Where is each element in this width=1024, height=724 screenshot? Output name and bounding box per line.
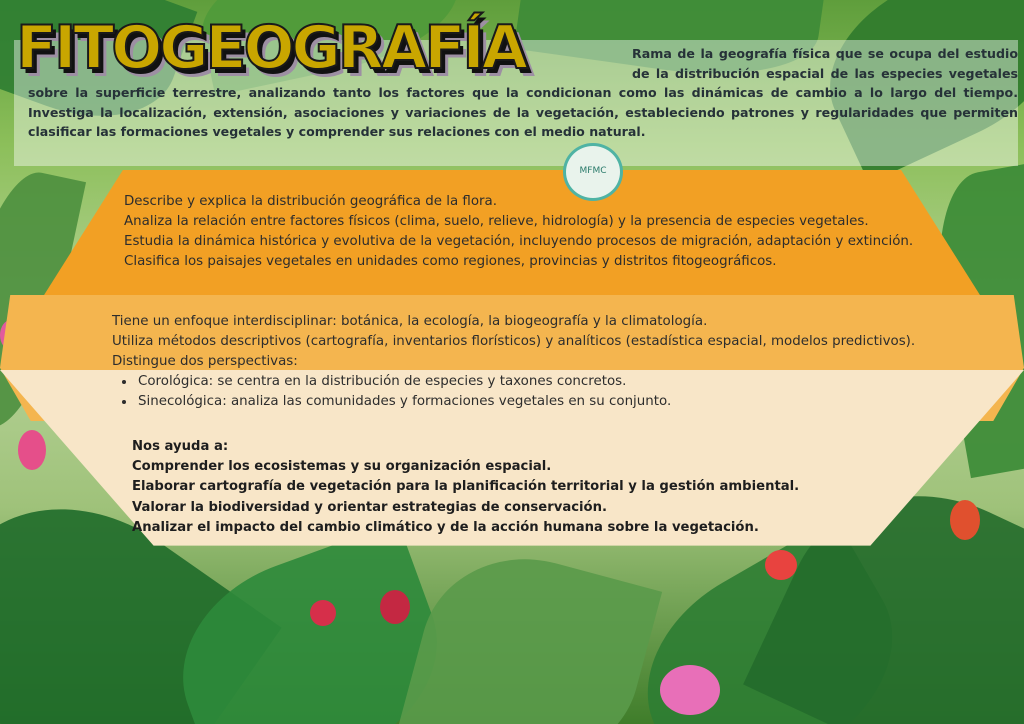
flower-decoration (380, 590, 410, 624)
list-item: Analizar el impacto del cambio climático y de la acción humana sobre la vegetación. (132, 519, 759, 535)
list-item: Describe y explica la distribución geográfica de la flora. (124, 194, 498, 209)
flower-decoration (950, 500, 980, 540)
list-item: Estudia la dinámica histórica y evolutiva de la vegetación, incluyendo procesos de migración, adaptación y extinción. (124, 234, 914, 249)
list-item: Clasifica los paisajes vegetales en unidades como regiones, provincias y distritos fitogeográficos. (124, 254, 777, 269)
list-heading: Nos ayuda a: (132, 439, 229, 454)
flower-decoration (765, 550, 797, 580)
section-1-list (124, 192, 913, 272)
list-item: Distingue dos perspectivas: (112, 354, 298, 369)
perspectives-list (112, 372, 915, 412)
logo-text: MFMC (579, 166, 607, 176)
flower-decoration (310, 600, 336, 626)
intro-text: Rama de la geografía física que se ocupa del estudio de la distribución espacial de las especies vegetales sobre la superficie terrestre, analizando tanto los factores que la condicionan como las dinámicas de cambio a lo largo del tiempo. Investiga la localización, extensión, asociaciones y variaciones de la vegetación, estableciendo patrones y regularidades que permiten clasificar las formaciones vegetales y comprender sus relaciones con el medio natural. (28, 46, 1018, 139)
list-item: Comprender los ecosistemas y su organización espacial. (132, 459, 552, 475)
section-3-list (132, 437, 799, 538)
list-item: Analiza la relación entre factores físicos (clima, suelo, relieve, hidrología) y la presencia de especies vegetales. (124, 214, 869, 229)
list-item: Tiene un enfoque interdisciplinar: botánica, la ecología, la biogeografía y la climatología. (112, 314, 708, 329)
page-title: FITOGEOGRAFÍA (16, 13, 526, 83)
list-item: Elaborar cartografía de vegetación para la planificación territorial y la gestión ambiental. (132, 479, 800, 495)
perspective-item: • Sinecológica: analiza las comunidades y formaciones vegetales en su conjunto. (136, 392, 915, 412)
list-item: Utiliza métodos descriptivos (cartografía, inventarios florísticos) y analíticos (estadística espacial, modelos predictivos). (112, 334, 916, 349)
section-2-list (112, 312, 915, 412)
flower-decoration (18, 430, 46, 470)
perspective-item: • Corológica: se centra en la distribución de especies y taxones concretos. (136, 372, 915, 392)
flower-decoration (660, 665, 720, 715)
perspectives-list-container (112, 372, 915, 412)
list-item: Valorar la biodiversidad y orientar estrategias de conservación. (132, 499, 608, 515)
leaf-decoration (398, 535, 662, 724)
